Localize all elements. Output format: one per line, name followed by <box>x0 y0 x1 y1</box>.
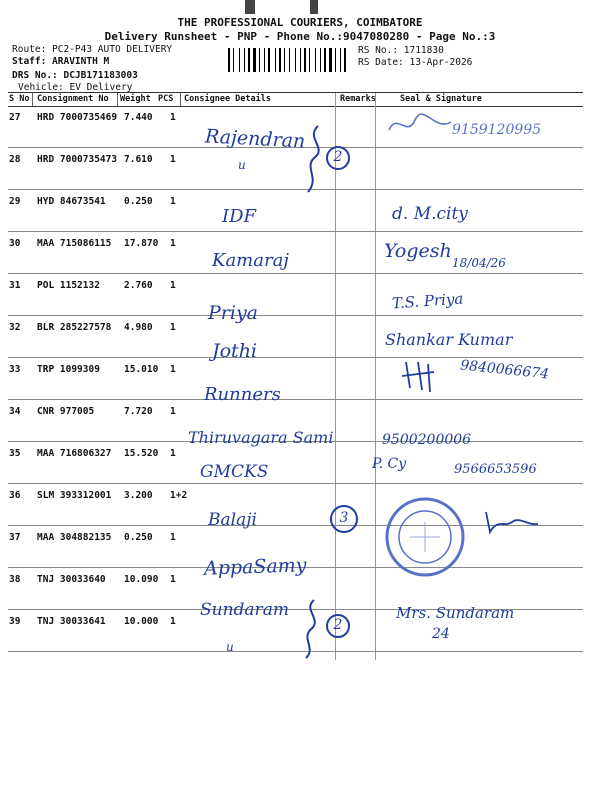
row-weight: 0.250 <box>124 532 153 543</box>
barcode-bar <box>228 48 230 72</box>
number-24: 24 <box>432 626 450 642</box>
phone-9566653596: 9566653596 <box>454 462 537 477</box>
barcode-bar <box>342 48 343 72</box>
row-weight: 7.610 <box>124 154 153 165</box>
row-weight: 15.010 <box>124 364 159 375</box>
row-consignment-no: TRP 1099309 <box>37 364 100 375</box>
row-weight: 10.000 <box>124 616 159 627</box>
barcode-bar <box>337 48 339 72</box>
barcode-bar <box>322 48 323 72</box>
row-pcs: 1 <box>170 448 176 459</box>
signature-mrs-sundaram: Mrs. Sundaram <box>396 604 515 622</box>
row-pcs: 1 <box>170 616 176 627</box>
company-title: THE PROFESSIONAL COURIERS, COIMBATORE <box>177 16 423 29</box>
barcode-bar <box>284 48 285 72</box>
table-row <box>0 274 600 316</box>
barcode-bar <box>253 48 256 72</box>
row-consignment-no: MAA 304882135 <box>37 532 112 543</box>
barcode-bar <box>335 48 336 72</box>
row-weight: 10.090 <box>124 574 159 585</box>
col-consignee: Consignee Details <box>184 94 271 104</box>
circle-mark-2-b: 2 <box>326 614 350 638</box>
company-seal-stamp <box>380 492 470 582</box>
barcode <box>228 48 353 72</box>
row-consignment-no: HRD 7000735473 <box>37 154 118 165</box>
row-weight: 15.520 <box>124 448 159 459</box>
mark-u-1: u <box>238 158 246 172</box>
barcode-bar <box>248 48 250 72</box>
row-sno: 31 <box>9 280 21 291</box>
barcode-bar <box>282 48 283 72</box>
row-consignment-no: CNR 977005 <box>37 406 95 417</box>
row-consignment-no: BLR 285227578 <box>37 322 112 333</box>
row-pcs: 1 <box>170 238 176 249</box>
row-sno: 39 <box>9 616 21 627</box>
row-pcs: 1 <box>170 196 176 207</box>
row-consignment-no: HYD 84673541 <box>37 196 106 207</box>
row-sno: 32 <box>9 322 21 333</box>
staff-field: Staff: ARAVINTH M <box>12 56 110 67</box>
barcode-bar <box>268 48 270 72</box>
consignee-rajendran: Rajendran <box>204 125 306 153</box>
header-top-rule <box>8 92 583 93</box>
drs-field: DRS No.: DCJB171183003 <box>12 70 138 81</box>
barcode-bar <box>244 48 245 72</box>
col-pcs: PCS <box>158 94 174 104</box>
barcode-bar <box>246 48 247 72</box>
row-weight: 7.440 <box>124 112 153 123</box>
signature-p-cy: P. Cy <box>372 456 407 472</box>
vehicle-field: Vehicle: EV Delivery <box>18 82 133 93</box>
signature-ts-priya: T.S. Priya <box>391 289 464 313</box>
consignee-gmcks: GMCKS <box>200 462 269 482</box>
row-pcs: 1 <box>170 154 176 165</box>
route-field: Route: PC2-P43 AUTO DELIVERY <box>12 44 173 55</box>
row-pcs: 1+2 <box>170 490 188 501</box>
row-weight: 17.870 <box>124 238 159 249</box>
barcode-bar <box>317 48 319 72</box>
row-sno: 35 <box>9 448 21 459</box>
barcode-bar <box>266 48 267 72</box>
row-sno: 37 <box>9 532 21 543</box>
separator-sno <box>32 93 33 106</box>
row-sno: 33 <box>9 364 21 375</box>
barcode-bar <box>279 48 281 72</box>
row-divider <box>8 651 583 652</box>
signature-mcity: d. M.city <box>392 204 468 224</box>
row-consignment-no: MAA 715086115 <box>37 238 112 249</box>
scan-mark-left <box>245 0 255 14</box>
date-18-04-26: 18/04/26 <box>452 256 506 270</box>
phone-9840066674: 9840066674 <box>459 357 550 383</box>
consignee-jothi: Jothi <box>212 340 258 362</box>
barcode-bar <box>304 48 306 72</box>
col-remarks: Remarks <box>340 94 376 104</box>
table-header <box>0 94 600 106</box>
row-weight: 3.200 <box>124 490 153 501</box>
signature-shankar-kumar: Shankar Kumar <box>385 330 513 349</box>
row-consignment-no: POL 1152132 <box>37 280 100 291</box>
barcode-bar <box>344 48 346 72</box>
barcode-bar <box>259 48 260 72</box>
row-sno: 36 <box>9 490 21 501</box>
barcode-bar <box>329 48 332 72</box>
signature-yogesh: Yogesh <box>384 240 452 262</box>
row-consignment-no: SLM 393312001 <box>37 490 112 501</box>
row-pcs: 1 <box>170 406 176 417</box>
row-consignment-no: TNJ 30033640 <box>37 574 106 585</box>
scan-mark-right <box>310 0 318 14</box>
barcode-bar <box>340 48 341 72</box>
row-weight: 7.720 <box>124 406 153 417</box>
barcode-bar <box>324 48 326 72</box>
barcode-bar <box>302 48 303 72</box>
mark-u-2: u <box>226 640 234 654</box>
col-consignment: Consignment No <box>37 94 109 104</box>
row-pcs: 1 <box>170 532 176 543</box>
barcode-bar <box>233 48 234 72</box>
barcode-bar <box>309 48 310 72</box>
consignee-runners: Runners <box>204 384 281 405</box>
barcode-bar <box>295 48 296 72</box>
runsheet-subtitle: Delivery Runsheet - PNP - Phone No.:9047080280 - Page No.:3 <box>104 30 496 43</box>
signature-scribble-2 <box>400 358 440 394</box>
row-pcs: 1 <box>170 280 176 291</box>
rs-date-field: RS Date: 13-Apr-2026 <box>358 57 473 68</box>
phone-9500200006: 9500200006 <box>382 432 472 448</box>
circle-mark-3: 3 <box>330 505 358 533</box>
row-sno: 27 <box>9 112 21 123</box>
row-sno: 38 <box>9 574 21 585</box>
barcode-bar <box>264 48 265 72</box>
barcode-bar <box>300 48 301 72</box>
barcode-bar <box>315 48 316 72</box>
consignee-balaji: Balaji <box>208 510 257 530</box>
barcode-bar <box>327 48 328 72</box>
rs-no-field: RS No.: 1711830 <box>358 45 444 56</box>
row-consignment-no: TNJ 30033641 <box>37 616 106 627</box>
circle-mark-2-a: 2 <box>326 146 350 170</box>
barcode-bar <box>291 48 294 72</box>
barcode-bar <box>271 48 274 72</box>
separator-consignment <box>117 93 118 106</box>
consignee-thiruvagara-sami: Thiruvagara Sami <box>188 428 334 447</box>
barcode-bar <box>286 48 288 72</box>
row-sno: 34 <box>9 406 21 417</box>
barcode-bar <box>311 48 314 72</box>
barcode-bar <box>257 48 258 72</box>
barcode-bar <box>333 48 334 72</box>
phone-9159120995: 9159120995 <box>452 122 542 138</box>
row-sno: 28 <box>9 154 21 165</box>
barcode-bar <box>277 48 278 72</box>
barcode-bar <box>320 48 321 72</box>
separator-weight <box>180 93 181 106</box>
row-pcs: 1 <box>170 574 176 585</box>
consignee-priya: Priya <box>208 302 259 324</box>
row-consignment-no: MAA 716806327 <box>37 448 112 459</box>
signature-scribble-3 <box>482 508 542 536</box>
barcode-bar <box>289 48 290 72</box>
col-seal: Seal & Signature <box>400 94 482 104</box>
signature-scribble-1 <box>385 110 455 140</box>
barcode-bar <box>307 48 308 72</box>
row-pcs: 1 <box>170 112 176 123</box>
consignee-kamaraj: Kamaraj <box>212 250 289 271</box>
consignee-idf: IDF <box>222 206 257 227</box>
barcode-bar <box>297 48 299 72</box>
col-weight: Weight <box>120 94 151 104</box>
barcode-bar <box>231 48 232 72</box>
consignee-sundaram: Sundaram <box>200 600 289 620</box>
barcode-bar <box>241 48 243 72</box>
col-sno: S No <box>9 94 30 104</box>
barcode-bar <box>239 48 240 72</box>
barcode-bar <box>261 48 263 72</box>
table-row <box>0 232 600 274</box>
barcode-bar <box>251 48 252 72</box>
row-consignment-no: HRD 7000735469 <box>37 112 118 123</box>
row-pcs: 1 <box>170 322 176 333</box>
row-sno: 30 <box>9 238 21 249</box>
barcode-bar <box>275 48 276 72</box>
barcode-bar <box>235 48 238 72</box>
row-weight: 2.760 <box>124 280 153 291</box>
row-pcs: 1 <box>170 364 176 375</box>
row-weight: 4.980 <box>124 322 153 333</box>
row-sno: 29 <box>9 196 21 207</box>
row-weight: 0.250 <box>124 196 153 207</box>
consignee-appasamy: AppaSamy <box>203 554 307 580</box>
